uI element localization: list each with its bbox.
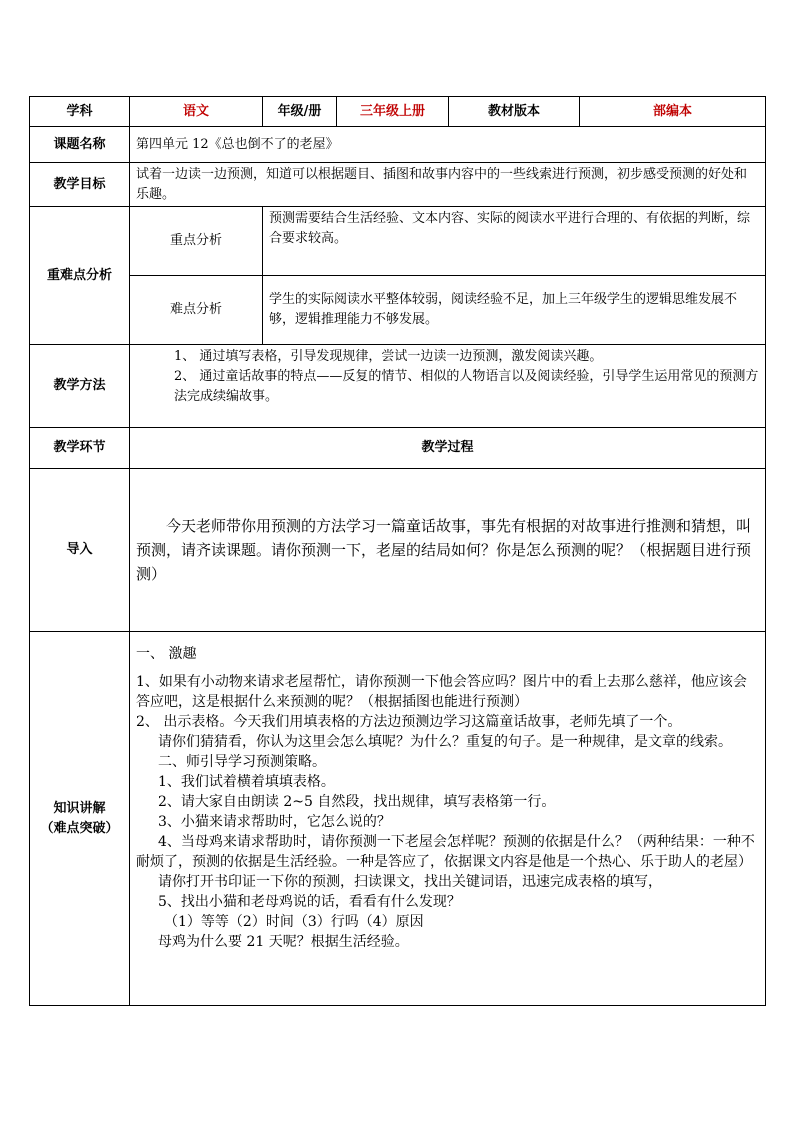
knowledge-line: 1、我们试着横着填填表格。	[158, 774, 335, 790]
knowledge-label	[30, 632, 130, 1006]
stage-label: 教学环节	[30, 428, 130, 469]
edition-label: 教材版本	[449, 97, 580, 127]
knowledge-label-line1: 知识讲解	[53, 800, 106, 816]
hard-point-label: 难点分析	[130, 276, 263, 345]
lesson-plan-table	[29, 96, 766, 1006]
knowledge-line: 二、师引导学习预测策略。	[158, 754, 326, 770]
edition-value: 部编本	[580, 97, 766, 127]
goals-label: 教学目标	[30, 163, 130, 207]
knowledge-line: 3、小猫来请求帮助时，它怎么说的？	[158, 814, 391, 830]
knowledge-line: 请你们猜猜看，你认为这里会怎么填呢？为什么？重复的句子。是一种规律，是文章的线索。	[158, 734, 732, 750]
knowledge-line: 一、 激趣	[136, 646, 197, 662]
knowledge-line: 2、 出示表格。今天我们用填表格的方法边预测边学习这篇童话故事，老师先填了一个。	[136, 714, 682, 730]
methods-cell	[130, 345, 766, 428]
knowledge-line: 5、找出小猫和老母鸡说的话，看看有什么发现？	[158, 894, 461, 910]
subject-value: 语文	[130, 97, 263, 127]
methods-label: 教学方法	[30, 345, 130, 428]
grade-label: 年级/册	[263, 97, 337, 127]
key-point-row	[30, 207, 766, 276]
intro-text: 今天老师带你用预测的方法学习一篇童话故事，事先有根据的对故事进行推测和猜想，叫预测，请齐读课题。请你预测一下，老屋的结局如何？你是怎么预测的呢？（根据题目进行预测）	[136, 517, 752, 583]
methods-list	[136, 347, 759, 407]
knowledge-line: 4、当母鸡来请求帮助时，请你预测一下老屋会怎样呢？预测的依据是什么？（两种结果：一种不耐烦了，预测的依据是生活经验。一种是答应了，依据课文内容是他是一个热心、乐于助人的老屋）	[136, 834, 755, 870]
knowledge-line: （1）等等（2）时间（3）行吗（4）原因	[164, 914, 424, 930]
key-point-label: 重点分析	[130, 207, 263, 276]
goals-value: 试着一边读一边预测，知道可以根据题目、插图和故事内容中的一些线索进行预测，初步感受预测的好处和乐趣。	[130, 163, 766, 207]
intro-row	[30, 469, 766, 632]
analysis-label: 重难点分析	[30, 207, 130, 345]
process-label: 教学过程	[130, 428, 766, 469]
goals-row	[30, 163, 766, 207]
method-item: 1、 通过填写表格，引导发现规律，尝试一边读一边预测，激发阅读兴趣。	[174, 349, 603, 364]
method-item: 2、 通过童话故事的特点——反复的情节、相似的人物语言以及阅读经验，引导学生运用常见的预测方法完成续编故事。	[174, 369, 759, 404]
knowledge-cell	[130, 632, 766, 1006]
grade-value: 三年级上册	[337, 97, 449, 127]
methods-row	[30, 345, 766, 428]
hard-point-value: 学生的实际阅读水平整体较弱，阅读经验不足，加上三年级学生的逻辑思维发展不够，逻辑推理能力不够发展。	[263, 276, 766, 345]
knowledge-line: 1、如果有小动物来请求老屋帮忙，请你预测一下他会答应吗？图片中的看上去那么慈祥，他应该会答应吧，这是根据什么来预测的呢？（根据插图也能进行预测）	[136, 674, 747, 710]
knowledge-label-line2: （难点突破）	[40, 820, 119, 836]
intro-label: 导入	[30, 469, 130, 632]
header-row	[30, 97, 766, 127]
lesson-label: 课题名称	[30, 127, 130, 163]
process-header-row	[30, 428, 766, 469]
intro-cell	[130, 469, 766, 632]
hard-point-row	[30, 276, 766, 345]
lesson-value: 第四单元 12《总也倒不了的老屋》	[130, 127, 766, 163]
knowledge-line: 请你打开书印证一下你的预测，扫读课文，找出关键词语，迅速完成表格的填写，	[158, 874, 662, 890]
subject-label: 学科	[30, 97, 130, 127]
knowledge-row	[30, 632, 766, 1006]
key-point-value: 预测需要结合生活经验、文本内容、实际的阅读水平进行合理的、有依据的判断，综合要求较高。	[263, 207, 766, 276]
lesson-row	[30, 127, 766, 163]
knowledge-line: 母鸡为什么要 21 天呢？根据生活经验。	[158, 934, 409, 950]
knowledge-line: 2、请大家自由朗读 2~5 自然段，找出规律，填写表格第一行。	[158, 794, 556, 810]
